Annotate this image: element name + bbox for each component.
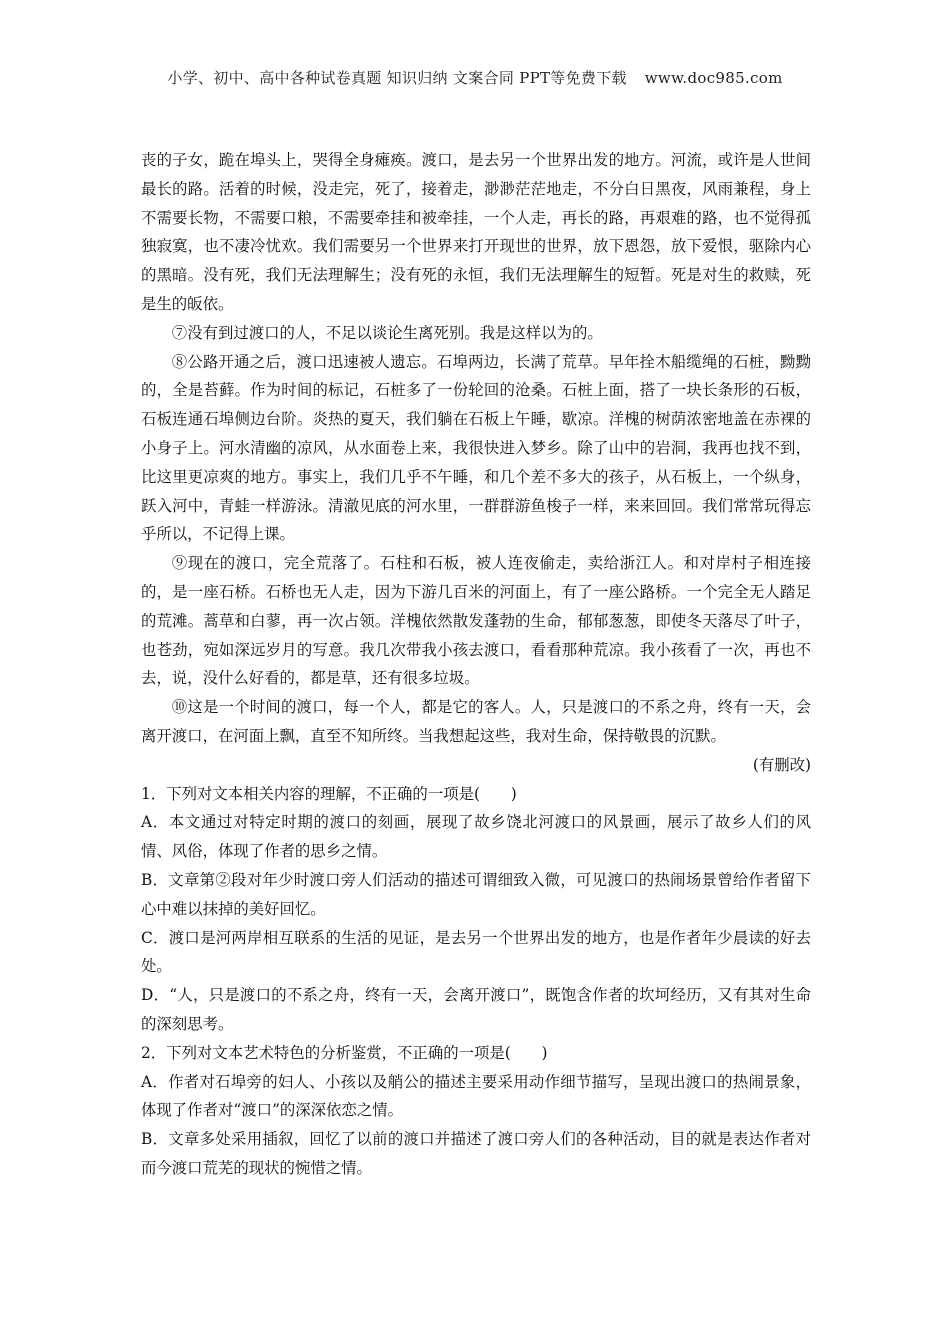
question-1-stem: 1．下列对文本相关内容的理解，不正确的一项是( ) bbox=[141, 784, 517, 803]
article-paragraph-9: ⑨现在的渡口，完全荒落了。石柱和石板，被人连夜偷走，卖给浙江人。和对岸村子相连接的，是一座石桥。石桥也无人走，因为下游几百米的河面上，有了一座公路桥。一个完全无人踏足的荒滩。蒿草和白蓼，再一次占领。洋槐依然散发蓬勃的生命，郁郁葱葱，即使冬天落尽了叶子，也苍劲，宛如深远岁月的写意。我几次带我小孩去渡口，看看那种荒凉。我小孩看了一次，再也不去，说，没什么好看的，都是草，还有很多垃圾。 bbox=[141, 554, 811, 688]
question-1-option-a: A．本文通过对特定时期的渡口的刻画，展现了故乡饶北河渡口的风景画，展示了故乡人们的风情、风俗，体现了作者的思乡之情。 bbox=[141, 813, 811, 861]
question-2-stem: 2．下列对文本艺术特色的分析鉴赏，不正确的一项是( ) bbox=[141, 1043, 548, 1062]
source-note: (有删改) bbox=[752, 755, 811, 774]
question-1-option-c: C．渡口是河两岸相互联系的生活的见证，是去另一个世界出发的地方，也是作者年少晨读的好去处。 bbox=[141, 928, 811, 976]
article-paragraph-10: ⑩这是一个时间的渡口，每一个人，都是它的客人。人，只是渡口的不系之舟，终有一天，会离开渡口，在河面上飘，直至不知所终。当我想起这些，我对生命，保持敬畏的沉默。 bbox=[141, 698, 811, 745]
question-1-option-d: D．“人，只是渡口的不系之舟，终有一天，会离开渡口”，既饱含作者的坎坷经历，又有其对生命的深刻思考。 bbox=[141, 986, 811, 1033]
article-paragraph-7: ⑦没有到过渡口的人，不足以谈论生离死别。我是这样以为的。 bbox=[171, 323, 603, 342]
article-paragraph-continued: 丧的子女，跪在埠头上，哭得全身瘫痪。渡口，是去另一个世界出发的地方。河流，或许是人世间最长的路。活着的时候，没走完，死了，接着走，渺渺茫茫地走，不分白日黑夜，风雨兼程，身上不需要长物，不需要口粮，不需要牵挂和被牵挂，一个人走，再长的路，再艰难的路，也不觉得孤独寂寞，也不凄冷忧欢。我们需要另一个世界来打开现世的世界，放下恩怨，放下爱恨，驱除内心的黑暗。没有死，我们无法理解生；没有死的永恒，我们无法理解生的短暂。死是对生的救赎，死是生的皈依。 bbox=[141, 151, 811, 313]
question-2-option-b: B．文章多处采用插叙，回忆了以前的渡口并描述了渡口旁人们的各种活动，目的就是表达作者对而今渡口荒芜的现状的惋惜之情。 bbox=[141, 1130, 811, 1177]
question-2-option-a: A．作者对石埠旁的妇人、小孩以及艄公的描述主要采用动作细节描写，呈现出渡口的热闹景象，体现了作者对“渡口”的深深依恋之情。 bbox=[141, 1072, 811, 1120]
question-1-option-b: B．文章第②段对年少时渡口旁人们活动的描述可谓细致入微，可见渡口的热闹场景曾给作者留下心中难以抹掉的美好回忆。 bbox=[141, 870, 811, 918]
header-title: 小学、初中、高中各种试卷真题 知识归纳 文案合同 PPT等免费下载 bbox=[167, 69, 627, 87]
question-list bbox=[141, 780, 811, 1183]
header-site-link[interactable]: www.doc985.com bbox=[644, 69, 783, 87]
page-header bbox=[0, 67, 950, 88]
document-body bbox=[141, 146, 811, 1183]
article-paragraph-8: ⑧公路开通之后，渡口迅速被人遗忘。石埠两边，长满了荒草。早年拴木船缆绳的石桩，黝黝的，全是苔藓。作为时间的标记，石桩多了一份轮回的沧桑。石桩上面，搭了一块长条形的石板，石板连通石埠侧边台阶。炎热的夏天，我们躺在石板上午睡，歇凉。洋槐的树荫浓密地盖在赤裸的小身子上。河水清幽的凉风，从水面卷上来，我很快进入梦乡。除了山中的岩洞，我再也找不到，比这里更凉爽的地方。事实上，我们几乎不午睡，和几个差不多大的孩子，从石板上，一个纵身，跃入河中，青蛙一样游泳。清澈见底的河水里，一群群游鱼梭子一样，来来回回。我们常常玩得忘乎所以，不记得上课。 bbox=[141, 352, 811, 544]
